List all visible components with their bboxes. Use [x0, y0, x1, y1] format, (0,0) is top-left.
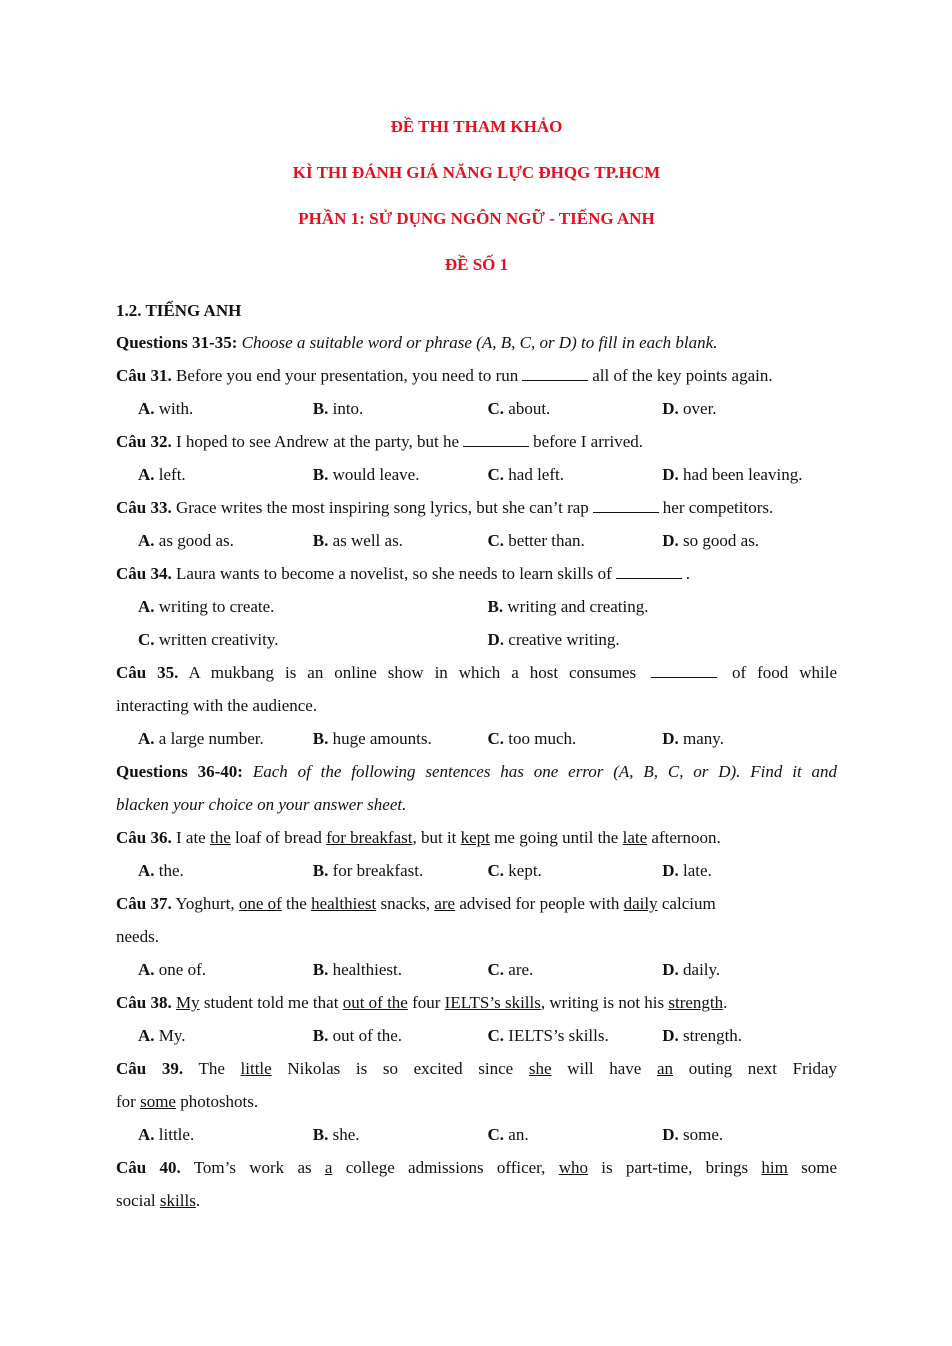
options-36: [116, 854, 837, 887]
q40-cont2-text: .: [195, 1191, 201, 1210]
answer-blank: [616, 563, 682, 579]
q39-cont2-text: photoshots.: [180, 1092, 259, 1111]
q37-t1-text: Yoghurt,: [175, 894, 235, 913]
q32-after-text: before I arrived.: [533, 432, 644, 451]
option-letters-c-text: C.: [487, 729, 505, 748]
option-letters-a-text: A.: [138, 597, 155, 616]
q35-a-text: a large number.: [158, 729, 264, 748]
q32-b-text: would leave.: [332, 465, 420, 484]
option-d: [662, 953, 837, 986]
option-b: [313, 722, 488, 755]
q32-a-text: left.: [158, 465, 186, 484]
group2-instruction: [116, 755, 837, 788]
option-a: [138, 590, 488, 623]
answer-blank: [651, 662, 717, 678]
option-c: [488, 854, 663, 887]
option-letters-d-text: D.: [487, 630, 505, 649]
q33-c-text: better than.: [508, 531, 585, 550]
q36-a-text: the.: [158, 861, 184, 880]
q35-c-text: too much.: [508, 729, 577, 748]
option-letters-b-text: B.: [312, 399, 329, 418]
section-title: 1.2. TIẾNG ANH: [116, 301, 242, 320]
question-40-continued: [116, 1184, 837, 1217]
q36-b-text: for breakfast.: [332, 861, 424, 880]
option-a: [138, 392, 313, 425]
option-letters-b-text: B.: [312, 960, 329, 979]
q39-b-text: she.: [332, 1125, 360, 1144]
option-b: [313, 392, 488, 425]
q33-after-text: her competitors.: [662, 498, 774, 517]
q40-u4-text: skills: [159, 1191, 196, 1210]
option-a: [138, 953, 313, 986]
option-b: [313, 524, 488, 557]
header-exam-name: KÌ THI ĐÁNH GIÁ NĂNG LỰC ĐHQG TP.HCM: [292, 163, 661, 182]
option-letters-b-text: B.: [487, 597, 504, 616]
q37-a-text: one of.: [158, 960, 206, 979]
q35-before-text: A mukbang is an online show in which a host consumes: [188, 663, 637, 682]
q38-t4-text: .: [723, 993, 728, 1012]
option-letters-a-text: A.: [138, 1026, 155, 1045]
option-letters-a-text: A.: [138, 465, 155, 484]
question-36: [116, 821, 837, 854]
q36-label-text: Câu 36.: [116, 828, 172, 847]
option-d: [662, 854, 837, 887]
q34-before-text: Laura wants to become a novelist, so she needs to learn skills of: [175, 564, 612, 583]
q39-label-text: Câu 39.: [116, 1059, 184, 1078]
question-37-continued: needs.: [116, 927, 159, 946]
q38-u1-text: My: [175, 993, 200, 1012]
q38-t1-text: student told me that: [203, 993, 339, 1012]
q34-after-text: .: [685, 564, 690, 583]
q37-c-text: are.: [508, 960, 534, 979]
q33-b-text: as well as.: [332, 531, 403, 550]
option-letters-b-text: B.: [312, 729, 329, 748]
q31-d-text: over.: [683, 399, 717, 418]
option-letters-c-text: C.: [487, 1125, 505, 1144]
q31-a-text: with.: [158, 399, 194, 418]
group2-label-text: Questions 36-40:: [116, 762, 243, 781]
option-c: [488, 524, 663, 557]
q35-d-text: many.: [683, 729, 724, 748]
option-letters-c-text: C.: [487, 861, 505, 880]
q34-a-text: writing to create.: [158, 597, 275, 616]
option-c: [138, 623, 488, 656]
header-title: ĐỀ THI THAM KHẢO: [390, 117, 563, 136]
answer-blank: [463, 431, 529, 447]
options-31: [116, 392, 837, 425]
option-letters-b-text: B.: [312, 465, 329, 484]
q36-d-text: late.: [683, 861, 712, 880]
q37-b-text: healthiest.: [332, 960, 402, 979]
option-letters-d-text: D.: [662, 1026, 679, 1045]
option-letters-a-text: A.: [138, 531, 155, 550]
q32-label-text: Câu 32.: [116, 432, 172, 451]
option-letters-c-text: C.: [487, 960, 505, 979]
q40-u3-text: him: [761, 1158, 788, 1177]
options-35: [116, 722, 837, 755]
group1-label-text: Questions 31-35:: [116, 333, 238, 352]
option-letters-d-text: D.: [662, 960, 679, 979]
question-32: [116, 425, 837, 458]
q31-before-text: Before you end your presentation, you need to run: [175, 366, 519, 385]
option-letters-a-text: A.: [138, 729, 155, 748]
q35-label-text: Câu 35.: [116, 663, 179, 682]
q35-b-text: huge amounts.: [332, 729, 432, 748]
q38-label-text: Câu 38.: [116, 993, 172, 1012]
q34-label-text: Câu 34.: [116, 564, 172, 583]
q36-t3-text: , but it: [412, 828, 457, 847]
group1-instruction-text: Choose a suitable word or phrase (A, B, C, or D) to fill in each blank.: [241, 333, 718, 352]
q36-t5-text: afternoon.: [651, 828, 721, 847]
q34-b-text: writing and creating.: [507, 597, 649, 616]
q38-t2-text: four: [412, 993, 441, 1012]
option-letters-a-text: A.: [138, 1125, 155, 1144]
q34-c-text: written creativity.: [158, 630, 279, 649]
group2-instruction2-text: blacken your choice on your answer sheet.: [116, 795, 407, 814]
question-35: [116, 656, 837, 689]
q40-u1-text: a: [324, 1158, 333, 1177]
answer-blank: [593, 497, 659, 513]
option-letters-a-text: A.: [138, 861, 155, 880]
options-34-row2: [116, 623, 837, 656]
option-d: [662, 722, 837, 755]
q39-u3-text: an: [657, 1059, 674, 1078]
option-letters-b-text: B.: [312, 1125, 329, 1144]
q32-d-text: had been leaving.: [683, 465, 803, 484]
q39-u4-text: some: [140, 1092, 176, 1111]
q36-t2-text: loaf of bread: [235, 828, 322, 847]
q36-u3-text: kept: [460, 828, 490, 847]
q39-a-text: little.: [158, 1125, 195, 1144]
option-a: [138, 1118, 313, 1151]
q33-a-text: as good as.: [158, 531, 234, 550]
option-letters-d-text: D.: [662, 531, 679, 550]
q31-c-text: about.: [508, 399, 551, 418]
option-c: [488, 953, 663, 986]
question-40: [116, 1151, 837, 1184]
q38-b-text: out of the.: [332, 1026, 402, 1045]
option-letters-b-text: B.: [312, 531, 329, 550]
q36-c-text: kept.: [508, 861, 542, 880]
options-39: [116, 1118, 837, 1151]
q32-c-text: had left.: [508, 465, 564, 484]
q33-d-text: so good as.: [683, 531, 760, 550]
q37-t5-text: calcium: [661, 894, 716, 913]
q38-t3-text: , writing is not his: [540, 993, 665, 1012]
option-c: [488, 1019, 663, 1052]
option-d: [662, 524, 837, 557]
q36-t1-text: I ate: [175, 828, 206, 847]
header-exam-number: ĐỀ SỐ 1: [444, 255, 509, 274]
options-33: [116, 524, 837, 557]
option-letters-b-text: B.: [312, 1026, 329, 1045]
q38-c-text: IELTS’s skills.: [508, 1026, 609, 1045]
option-b: [488, 590, 838, 623]
options-38: [116, 1019, 837, 1052]
option-c: [488, 722, 663, 755]
option-letters-d-text: D.: [662, 1125, 679, 1144]
option-letters-c-text: C.: [487, 465, 505, 484]
question-31: [116, 359, 837, 392]
option-letters-d-text: D.: [662, 465, 679, 484]
options-37: [116, 953, 837, 986]
q38-u2-text: out of the: [342, 993, 408, 1012]
q39-cont1-text: for: [116, 1092, 136, 1111]
group2-instruction-continued: [116, 788, 837, 821]
answer-blank: [522, 365, 588, 381]
group1-instruction: [116, 326, 837, 359]
option-letters-b-text: B.: [312, 861, 329, 880]
option-c: [488, 458, 663, 491]
option-d: [662, 1019, 837, 1052]
option-letters-d-text: D.: [662, 861, 679, 880]
option-a: [138, 458, 313, 491]
q38-d-text: strength.: [683, 1026, 743, 1045]
q40-t4-text: some: [801, 1158, 838, 1177]
q34-d-text: creative writing.: [508, 630, 620, 649]
option-b: [313, 1118, 488, 1151]
q36-u4-text: late: [622, 828, 648, 847]
question-37: [116, 887, 837, 920]
q38-u4-text: strength: [668, 993, 724, 1012]
option-letters-c-text: C.: [487, 531, 505, 550]
q40-cont1-text: social: [116, 1191, 156, 1210]
q39-t1-text: The: [198, 1059, 225, 1078]
group2-instruction1-text: Each of the following sentences has one error (A, B, C, or D). Find it and: [252, 762, 838, 781]
option-letters-d-text: D.: [662, 729, 679, 748]
option-d: [662, 392, 837, 425]
option-d: [662, 1118, 837, 1151]
q33-label-text: Câu 33.: [116, 498, 172, 517]
q39-u2-text: she: [528, 1059, 552, 1078]
q39-c-text: an.: [508, 1125, 529, 1144]
q39-d-text: some.: [683, 1125, 724, 1144]
q37-label-text: Câu 37.: [116, 894, 172, 913]
option-letters-c-text: C.: [487, 1026, 505, 1045]
option-letters-d-text: D.: [662, 399, 679, 418]
option-b: [313, 458, 488, 491]
q37-u4-text: daily: [623, 894, 658, 913]
exam-page: [116, 108, 837, 1217]
q40-u2-text: who: [558, 1158, 588, 1177]
q36-t4-text: me going until the: [494, 828, 619, 847]
options-32: [116, 458, 837, 491]
q31-b-text: into.: [332, 399, 364, 418]
question-35-continued: interacting with the audience.: [116, 696, 318, 715]
option-a: [138, 854, 313, 887]
q38-u3-text: IELTS’s skills: [444, 993, 541, 1012]
option-letters-a-text: A.: [138, 960, 155, 979]
q39-t4-text: outing next Friday: [688, 1059, 838, 1078]
q37-t4-text: advised for people with: [459, 894, 620, 913]
q36-u1-text: the: [209, 828, 231, 847]
option-b: [313, 953, 488, 986]
question-38: [116, 986, 837, 1019]
q40-t3-text: is part-time, brings: [601, 1158, 749, 1177]
q40-label-text: Câu 40.: [116, 1158, 181, 1177]
option-letters-c-text: C.: [487, 399, 505, 418]
question-39-continued: [116, 1085, 837, 1118]
q37-t3-text: snacks,: [380, 894, 431, 913]
option-a: [138, 524, 313, 557]
q39-u1-text: little: [240, 1059, 272, 1078]
options-34-row1: [116, 590, 837, 623]
q40-t1-text: Tom’s work as: [193, 1158, 312, 1177]
option-d: [662, 458, 837, 491]
q39-t2-text: Nikolas is so excited since: [287, 1059, 514, 1078]
q37-u1-text: one of: [238, 894, 282, 913]
option-d: [488, 623, 838, 656]
q32-before-text: I hoped to see Andrew at the party, but he: [175, 432, 460, 451]
question-39: [116, 1052, 837, 1085]
q40-t2-text: college admissions officer,: [345, 1158, 546, 1177]
option-letters-c-text: C.: [138, 630, 155, 649]
option-b: [313, 854, 488, 887]
q31-label-text: Câu 31.: [116, 366, 172, 385]
option-b: [313, 1019, 488, 1052]
q37-u3-text: are: [434, 894, 456, 913]
option-letters-a-text: A.: [138, 399, 155, 418]
q38-a-text: My.: [158, 1026, 186, 1045]
q39-t3-text: will have: [567, 1059, 642, 1078]
option-c: [488, 392, 663, 425]
question-33: [116, 491, 837, 524]
question-34: [116, 557, 837, 590]
q31-after-text: all of the key points again.: [592, 366, 773, 385]
q37-t2-text: the: [286, 894, 307, 913]
header-part: PHẦN 1: SỬ DỤNG NGÔN NGỮ - TIẾNG ANH: [298, 209, 655, 228]
option-c: [488, 1118, 663, 1151]
q36-u2-text: for breakfast: [326, 828, 413, 847]
option-a: [138, 1019, 313, 1052]
option-a: [138, 722, 313, 755]
q37-d-text: daily.: [683, 960, 721, 979]
q37-u2-text: healthiest: [311, 894, 377, 913]
q33-before-text: Grace writes the most inspiring song lyrics, but she can’t rap: [175, 498, 589, 517]
q35-after-text: of food while: [732, 663, 838, 682]
